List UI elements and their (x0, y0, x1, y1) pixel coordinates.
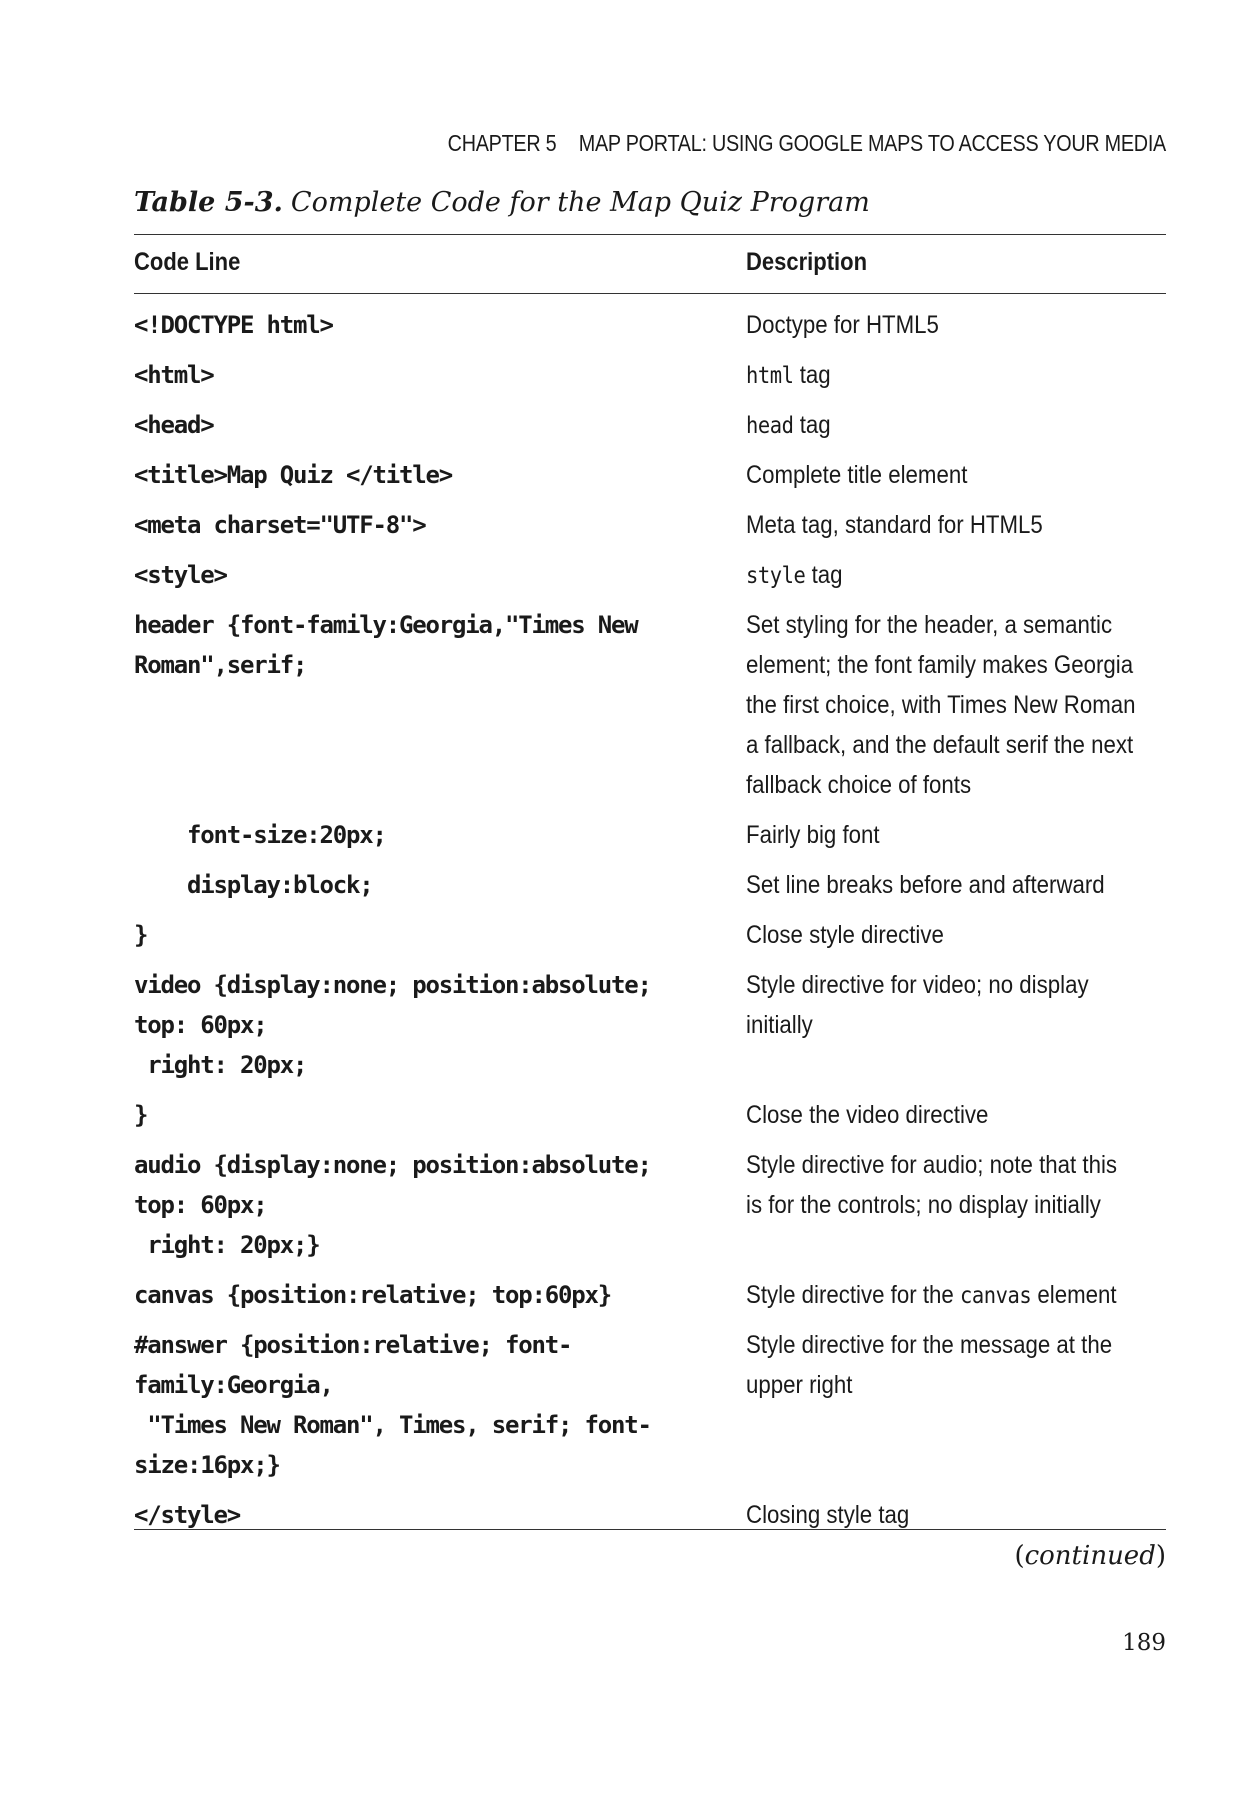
table-caption (134, 187, 870, 218)
table-row (134, 1145, 1166, 1275)
table-row (134, 815, 1166, 865)
table-row (134, 1275, 1166, 1325)
code-line: video {display:none; position:absolute; top: 60px; right: 20px; (134, 971, 651, 1079)
table-row (134, 505, 1166, 555)
code-description: style tag (746, 561, 843, 589)
table-top-rule (134, 234, 1166, 235)
table-row (134, 355, 1166, 405)
code-description: Complete title element (746, 461, 968, 489)
code-line: </style> (134, 1501, 240, 1529)
code-description: Style directive for audio; note that this is for the controls; no display initially (746, 1151, 1118, 1219)
code-description: Meta tag, standard for HTML5 (746, 511, 1043, 539)
code-line: #answer {position:relative; font- family:Georgia, "Times New Roman", Times, serif; font- size:16px;} (134, 1331, 651, 1479)
code-description: Close style directive (746, 921, 944, 949)
page-number: 189 (1122, 1630, 1166, 1656)
code-line: <html> (134, 361, 214, 389)
code-line: <meta charset="UTF-8"> (134, 511, 426, 539)
running-head (278, 130, 1166, 157)
code-line: header {font-family:Georgia,"Times New Roman",serif; (134, 611, 638, 679)
code-description: Set styling for the header, a semantic element; the font family makes Georgia the first choice, with Times New Roman a fallback, and the default serif the next fallback choice of fonts (746, 611, 1136, 799)
code-description: Closing style tag (746, 1501, 910, 1529)
code-line: canvas {position:relative; top:60px} (134, 1281, 611, 1309)
code-description: Style directive for video; no display initially (746, 971, 1089, 1039)
table-row (134, 1325, 1166, 1495)
table-caption-text: Complete Code for the Map Quiz Program (290, 187, 870, 218)
code-description: head tag (746, 411, 831, 439)
code-description: Doctype for HTML5 (746, 311, 939, 339)
table-row (134, 405, 1166, 455)
code-description: Fairly big font (746, 821, 880, 849)
table-row (134, 455, 1166, 505)
code-line: <title>Map Quiz </title> (134, 461, 452, 489)
code-description: html tag (746, 361, 831, 389)
table-header-rule (134, 293, 1166, 294)
chapter-title: MAP PORTAL: USING GOOGLE MAPS TO ACCESS YOUR MEDIA (578, 130, 1166, 156)
chapter-label: CHAPTER 5 (447, 130, 557, 156)
code-line: <style> (134, 561, 227, 589)
code-line: <head> (134, 411, 214, 439)
code-line: display:block; (134, 871, 373, 899)
column-header-description: Description (746, 248, 868, 276)
table-row (134, 1095, 1166, 1145)
table-row (134, 965, 1166, 1095)
table-body (134, 305, 1166, 1545)
table-row (134, 605, 1166, 815)
table-row (134, 915, 1166, 965)
code-description: Style directive for the message at the upper right (746, 1331, 1113, 1399)
table-row (134, 555, 1166, 605)
table-row (134, 865, 1166, 915)
code-description: Set line breaks before and afterward (746, 871, 1105, 899)
code-line: } (134, 921, 148, 949)
code-line: } (134, 1101, 148, 1129)
code-description: Style directive for the canvas element (746, 1281, 1117, 1309)
continued-note: (continued) (1014, 1541, 1166, 1571)
table-bottom-rule (134, 1529, 1166, 1530)
column-header-code: Code Line (134, 248, 241, 276)
code-line: audio {display:none; position:absolute; top: 60px; right: 20px;} (134, 1151, 651, 1259)
table-row (134, 1495, 1166, 1545)
code-description: Close the video directive (746, 1101, 989, 1129)
table-row (134, 305, 1166, 355)
code-line: <!DOCTYPE html> (134, 311, 333, 339)
table-caption-label: Table 5-3. (134, 187, 283, 218)
code-line: font-size:20px; (134, 821, 386, 849)
